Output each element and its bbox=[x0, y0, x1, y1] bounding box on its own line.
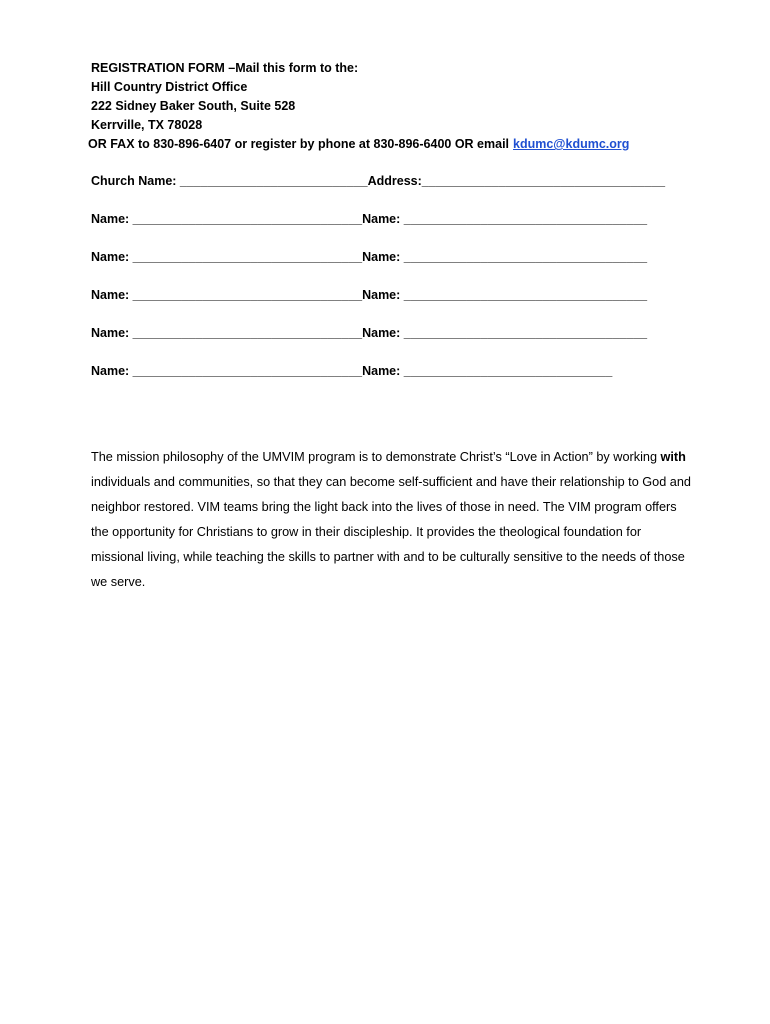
church-address-row[interactable]: Church Name: ___________________________Address:___________________________________ bbox=[91, 174, 666, 188]
name-row[interactable]: Name: _________________________________Name: ___________________________________ bbox=[91, 250, 648, 264]
registration-header bbox=[88, 59, 711, 154]
mission-statement bbox=[91, 445, 691, 595]
name-row[interactable]: Name: _________________________________Name: ___________________________________ bbox=[91, 288, 648, 302]
mission-text-part1: The mission philosophy of the UMVIM program is to demonstrate Christ’s “Love in Action” by working bbox=[91, 450, 661, 464]
form-title: REGISTRATION FORM –Mail this form to the: bbox=[91, 61, 359, 75]
contact-text: OR FAX to 830-896-6407 or register by phone at 830-896-6400 OR email bbox=[88, 137, 510, 151]
mission-emphasis: with bbox=[660, 450, 686, 464]
name-row[interactable]: Name: _________________________________Name: ___________________________________ bbox=[91, 326, 648, 340]
mission-text-part2: individuals and communities, so that they can become self-sufficient and have their relationship to God and neighbor restored. VIM teams bring the light back into the lives of those in need. The VIM program offers the opportunity for Christians to grow in their discipleship. It provides the theological foundation for missional living, while teaching the skills to partner with and to be culturally sensitive to the needs of those we serve. bbox=[91, 475, 691, 589]
office-city: Kerrville, TX 78028 bbox=[91, 118, 203, 132]
office-name: Hill Country District Office bbox=[91, 80, 248, 94]
name-row[interactable]: Name: _________________________________Name: ___________________________________ bbox=[91, 212, 648, 226]
email-link[interactable]: kdumc@kdumc.org bbox=[513, 137, 630, 151]
office-street: 222 Sidney Baker South, Suite 528 bbox=[91, 99, 296, 113]
name-row[interactable]: Name: _________________________________Name: ______________________________ bbox=[91, 364, 613, 378]
contact-line bbox=[88, 135, 711, 154]
